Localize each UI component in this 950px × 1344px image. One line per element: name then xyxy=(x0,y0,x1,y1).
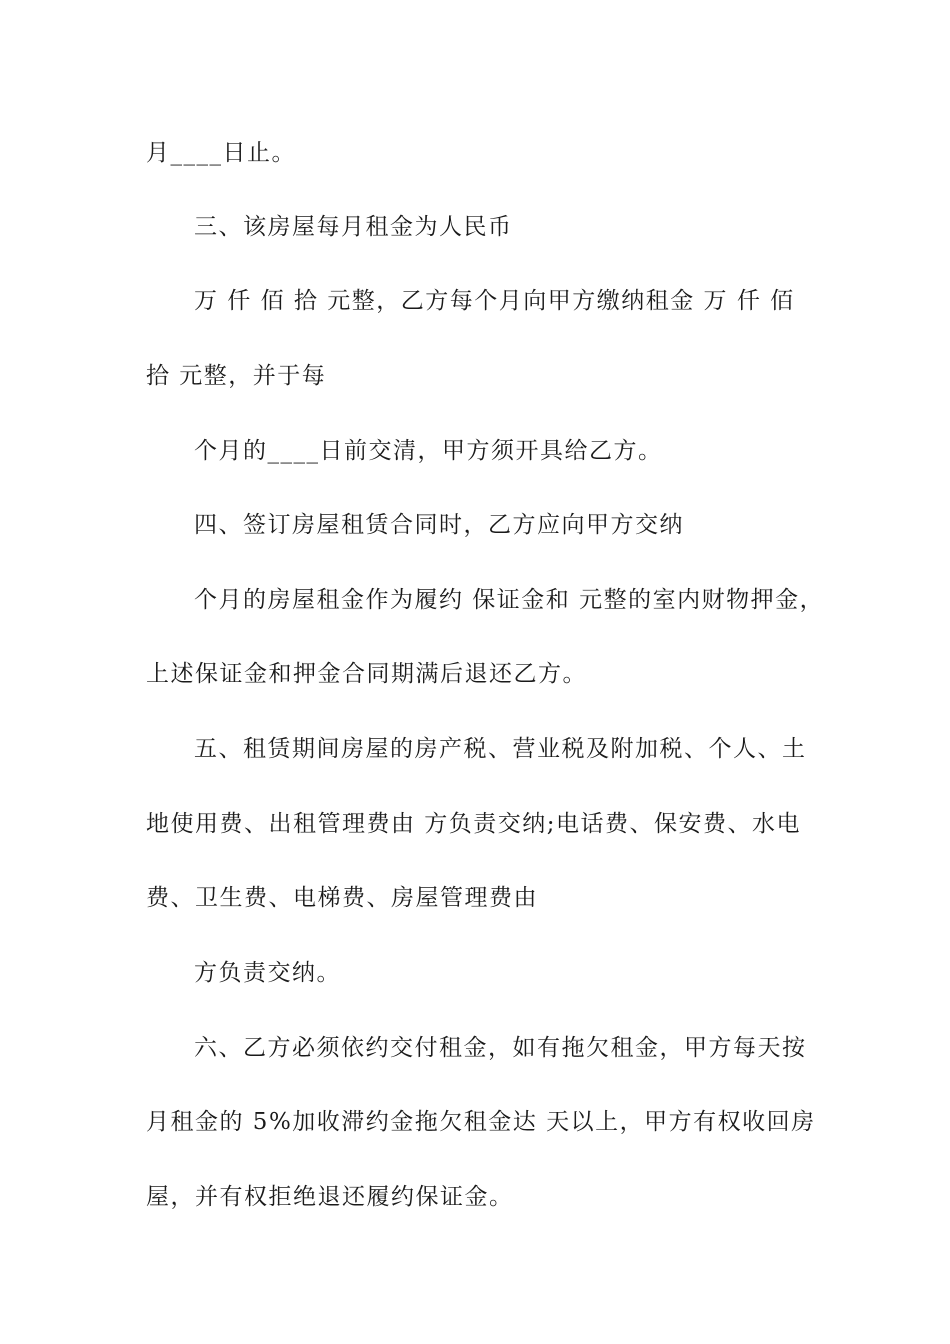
text-line-15: 屋，并有权拒绝退还履约保证金。 xyxy=(146,1184,514,1210)
text-line-7: 个月的房屋租金作为履约 保证金和 元整的室内财物押金， xyxy=(194,587,825,613)
clause-3-heading: 三、该房屋每月租金为人民币 xyxy=(194,214,513,240)
text-line-4: 拾 元整，并于每 xyxy=(146,363,327,389)
text-line-5: 个月的____日前交清，甲方须开具给乙方。 xyxy=(194,438,663,464)
text-line-14: 月租金的 5%加收滞约金拖欠租金达 天以上，甲方有权收回房 xyxy=(146,1109,816,1135)
clause-4-heading: 四、签订房屋租赁合同时，乙方应向甲方交纳 xyxy=(194,512,684,538)
text-line-11: 费、卫生费、电梯费、房屋管理费由 xyxy=(146,885,538,911)
clause-5-heading: 五、租赁期间房屋的房产税、营业税及附加税、个人、土 xyxy=(194,736,807,762)
text-line-3: 万 仟 佰 拾 元整，乙方每个月向甲方缴纳租金 万 仟 佰 xyxy=(194,288,795,314)
text-line-10: 地使用费、出租管理费由 方负责交纳;电话费、保安费、水电 xyxy=(146,811,802,837)
text-line-8: 上述保证金和押金合同期满后退还乙方。 xyxy=(146,661,587,687)
text-line-12: 方负责交纳。 xyxy=(194,960,341,986)
text-line-1: 月____日止。 xyxy=(146,140,296,166)
clause-6-heading: 六、乙方必须依约交付租金，如有拖欠租金，甲方每天按 xyxy=(194,1035,807,1061)
